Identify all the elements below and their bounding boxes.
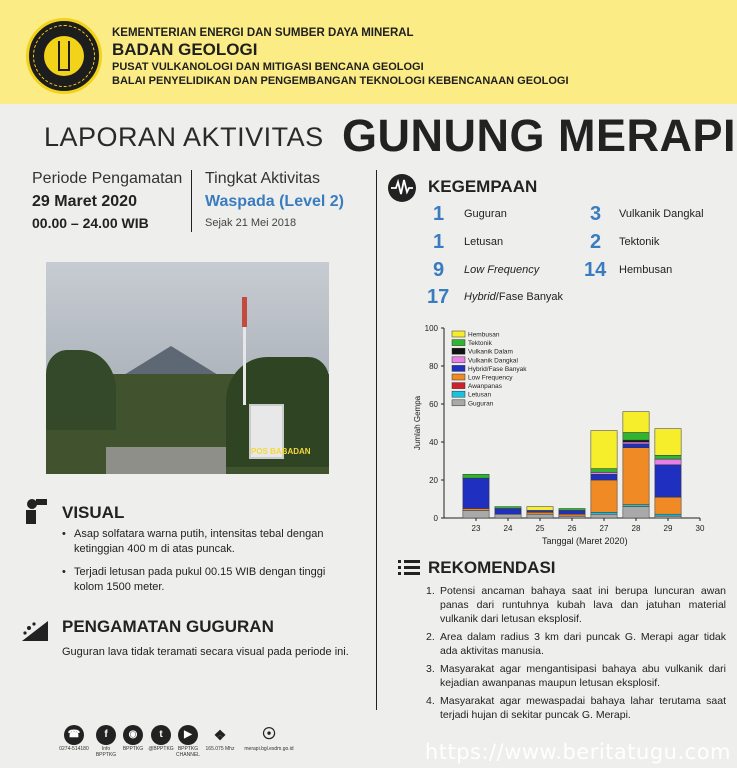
kegempaan-title: KEGEMPAAN [428, 177, 538, 196]
count-vulkanik-dangkal: 3 [590, 203, 602, 225]
seismograph-icon [388, 174, 416, 202]
bar-segment [527, 507, 553, 511]
legend-label: Low Frequency [468, 374, 513, 382]
bar-segment [655, 465, 681, 497]
label-hybrid [464, 291, 563, 303]
item-text: Masyarakat agar mewaspadai bahaya lahar terutama saat terjadi hujan di sekitar puncak G. Merapi. [440, 695, 726, 721]
count-guguran: 1 [433, 203, 445, 225]
merapi-photo [46, 262, 329, 474]
label-low-frequency: Low Frequency [464, 264, 540, 276]
y-tick-label: 100 [424, 324, 438, 333]
label-hybrid-rest: /Fase Banyak [495, 291, 564, 303]
legend-swatch [452, 383, 465, 389]
periode-label: Periode Pengamatan [32, 170, 183, 187]
bar-segment [463, 509, 489, 511]
item-number: 1. [426, 585, 435, 597]
bar-segment [495, 514, 521, 518]
bar-segment [527, 510, 553, 512]
radio-icon[interactable]: ❖ [213, 727, 227, 743]
periode-date: 29 Maret 2020 [32, 193, 137, 210]
column-divider [376, 170, 377, 710]
bar-segment [623, 442, 649, 444]
x-tick-label: 30 [695, 524, 705, 533]
x-tick-label: 23 [471, 524, 481, 533]
bar-segment [623, 444, 649, 448]
legend-label: Hembusan [468, 331, 500, 339]
facebook-icon[interactable]: f [96, 725, 116, 745]
bar-segment [495, 507, 521, 509]
rekomendasi-list [426, 584, 726, 726]
guguran-text: Guguran lava tidak teramati secara visual pada periode ini. [62, 646, 349, 658]
title-prefix: LAPORAN AKTIVITAS [44, 122, 324, 152]
badan-geologi-logo [26, 18, 102, 94]
bar-segment [591, 469, 617, 473]
seismic-stacked-bar-chart [410, 320, 720, 555]
facebook-label-line1: Info [101, 746, 111, 752]
bar-segment [559, 516, 585, 518]
item-number: 2. [426, 631, 435, 643]
list-icon [398, 559, 420, 582]
bar-segment [623, 433, 649, 441]
bar-segment [655, 459, 681, 465]
legend-label: Guguran [468, 400, 494, 408]
periode-time: 00.00 – 24.00 WIB [32, 215, 149, 231]
list-item [426, 584, 726, 626]
legend-label: Letusan [468, 391, 492, 399]
youtube-label-line1: BPPTKG [177, 746, 199, 752]
bar-segment [463, 510, 489, 518]
tingkat-label: Tingkat Aktivitas [205, 170, 321, 187]
bar-segment [527, 512, 553, 514]
list-item: • Terjadi letusan pada pukul 00.15 WIB dengan tinggi kolom 1500 meter. [62, 565, 352, 595]
x-tick-label: 29 [663, 524, 673, 533]
legend-label: Awanpanas [468, 383, 502, 391]
x-axis-title: Tanggal (Maret 2020) [542, 536, 628, 546]
web-label: merapi.bgl.esdm.go.id [244, 746, 294, 752]
list-item: • Asap solfatara warna putih, intensitas tebal dengan ketinggian 400 m di atas puncak. [62, 527, 352, 557]
tingkat-since: Sejak 21 Mei 2018 [205, 217, 297, 229]
bar-segment [463, 474, 489, 478]
legend-label: Hybrid/Fase Banyak [468, 365, 527, 373]
guguran-title: PENGAMATAN GUGURAN [62, 617, 274, 636]
legend-swatch [452, 400, 465, 406]
legend-label: Vulkanik Dangkal [468, 357, 518, 365]
bar-segment [623, 507, 649, 518]
bar-segment [591, 472, 617, 474]
bar-segment [591, 514, 617, 518]
label-letusan: Letusan [464, 236, 504, 248]
bar-segment [527, 514, 553, 518]
x-tick-label: 25 [535, 524, 545, 533]
bar-segment [655, 497, 681, 514]
x-tick-label: 27 [599, 524, 609, 533]
bar-segment [591, 480, 617, 512]
photo-watermark: POS BABADAN [251, 447, 311, 456]
legend-label: Tektonik [468, 340, 492, 348]
bar-segment [655, 516, 681, 518]
bar-segment [623, 448, 649, 505]
legend-swatch [452, 391, 465, 397]
y-tick-label: 40 [429, 438, 438, 447]
instagram-icon[interactable]: ◉ [123, 725, 143, 745]
legend-swatch [452, 340, 465, 346]
label-vulkanik-dangkal: Vulkanik Dangkal [619, 208, 704, 220]
list-item [426, 630, 726, 658]
list-item [426, 694, 726, 722]
y-tick-label: 0 [433, 514, 438, 523]
facebook-label-line2: BPPTKG [95, 752, 117, 758]
header-text [112, 26, 569, 88]
legend-swatch [452, 374, 465, 380]
legend-swatch [452, 348, 465, 354]
rekomendasi-title: REKOMENDASI [428, 558, 556, 577]
bar-segment [655, 455, 681, 459]
bar-segment [591, 474, 617, 480]
legend-label: Vulkanik Dalam [468, 348, 513, 356]
header-banner [0, 0, 737, 104]
label-hembusan: Hembusan [619, 264, 673, 276]
legend-swatch [452, 357, 465, 363]
count-letusan: 1 [433, 231, 445, 253]
bar-segment [495, 509, 521, 515]
bar-segment [623, 505, 649, 507]
radio-label: 165.075 Mhz [205, 746, 235, 752]
label-hybrid-italic: Hybrid [464, 291, 496, 303]
label-guguran: Guguran [464, 208, 507, 220]
x-tick-label: 26 [567, 524, 577, 533]
y-tick-label: 80 [429, 362, 438, 371]
binoculars-icon [20, 496, 48, 531]
y-tick-label: 20 [429, 476, 438, 485]
item-text: Potensi ancaman bahaya saat ini berupa luncuran awan panas dari runtuhnya kubah lava dan jatuhan material vulkanik dari letusan eksplosif. [440, 585, 726, 625]
bar-segment [623, 412, 649, 433]
site-watermark: https://www.beritatugu.com [424, 740, 731, 764]
item-text: Masyarakat agar mengantisipasi bahaya abu vulkanik dari kejadian awanpanas maupun letusan eksplosif. [440, 663, 726, 689]
agency-name: BADAN GEOLOGI [112, 40, 258, 59]
bar-segment [655, 514, 681, 516]
tingkat-value: Waspada (Level 2) [205, 193, 345, 210]
bar-segment [559, 510, 585, 514]
x-tick-label: 24 [503, 524, 513, 533]
ministry-name: KEMENTERIAN ENERGI DAN SUMBER DAYA MINERAL [112, 27, 414, 39]
count-hybrid: 17 [427, 286, 450, 308]
phone-icon[interactable]: ☎ [64, 725, 84, 745]
rockfall-icon [20, 619, 50, 648]
legend-swatch [452, 365, 465, 371]
bar-segment [655, 429, 681, 456]
title-main: GUNUNG MERAPI [342, 110, 737, 161]
youtube-icon[interactable]: ▶ [178, 725, 198, 745]
count-hembusan: 14 [584, 259, 607, 281]
phone-label: 0274-514180 [59, 746, 89, 752]
divider [191, 170, 192, 232]
count-tektonik: 2 [590, 231, 602, 253]
x-tick-label: 28 [631, 524, 641, 533]
youtube-label-line2: CHANNEL [176, 752, 200, 758]
item-number: 3. [426, 663, 435, 675]
visual-list [62, 527, 352, 603]
twitter-icon[interactable]: t [151, 725, 171, 745]
item-number: 4. [426, 695, 435, 707]
label-tektonik: Tektonik [619, 236, 660, 248]
bar-segment [463, 478, 489, 508]
instagram-label: BPPTKG [122, 746, 144, 752]
center-name: PUSAT VULKANOLOGI DAN MITIGASI BENCANA GEOLOGI [112, 61, 424, 73]
y-axis-title: Jumlah Gempa [413, 395, 422, 451]
bar-segment [623, 440, 649, 442]
item-text: Area dalam radius 3 km dari puncak G. Merapi agar tidak ada aktivitas manusia. [440, 631, 726, 657]
bar-segment [591, 431, 617, 469]
twitter-label: @BPPTKG [148, 746, 174, 752]
y-tick-label: 60 [429, 400, 438, 409]
bar-segment [559, 509, 585, 511]
globe-icon[interactable]: ☉ [261, 726, 277, 743]
office-name: BALAI PENYELIDIKAN DAN PENGEMBANGAN TEKNOLOGI KEBENCANAAN GEOLOGI [112, 75, 569, 87]
bar-segment [591, 512, 617, 514]
visual-title: VISUAL [62, 503, 125, 522]
list-item [426, 662, 726, 690]
bar-segment [559, 514, 585, 516]
legend-swatch [452, 331, 465, 337]
count-low-frequency: 9 [433, 259, 445, 281]
